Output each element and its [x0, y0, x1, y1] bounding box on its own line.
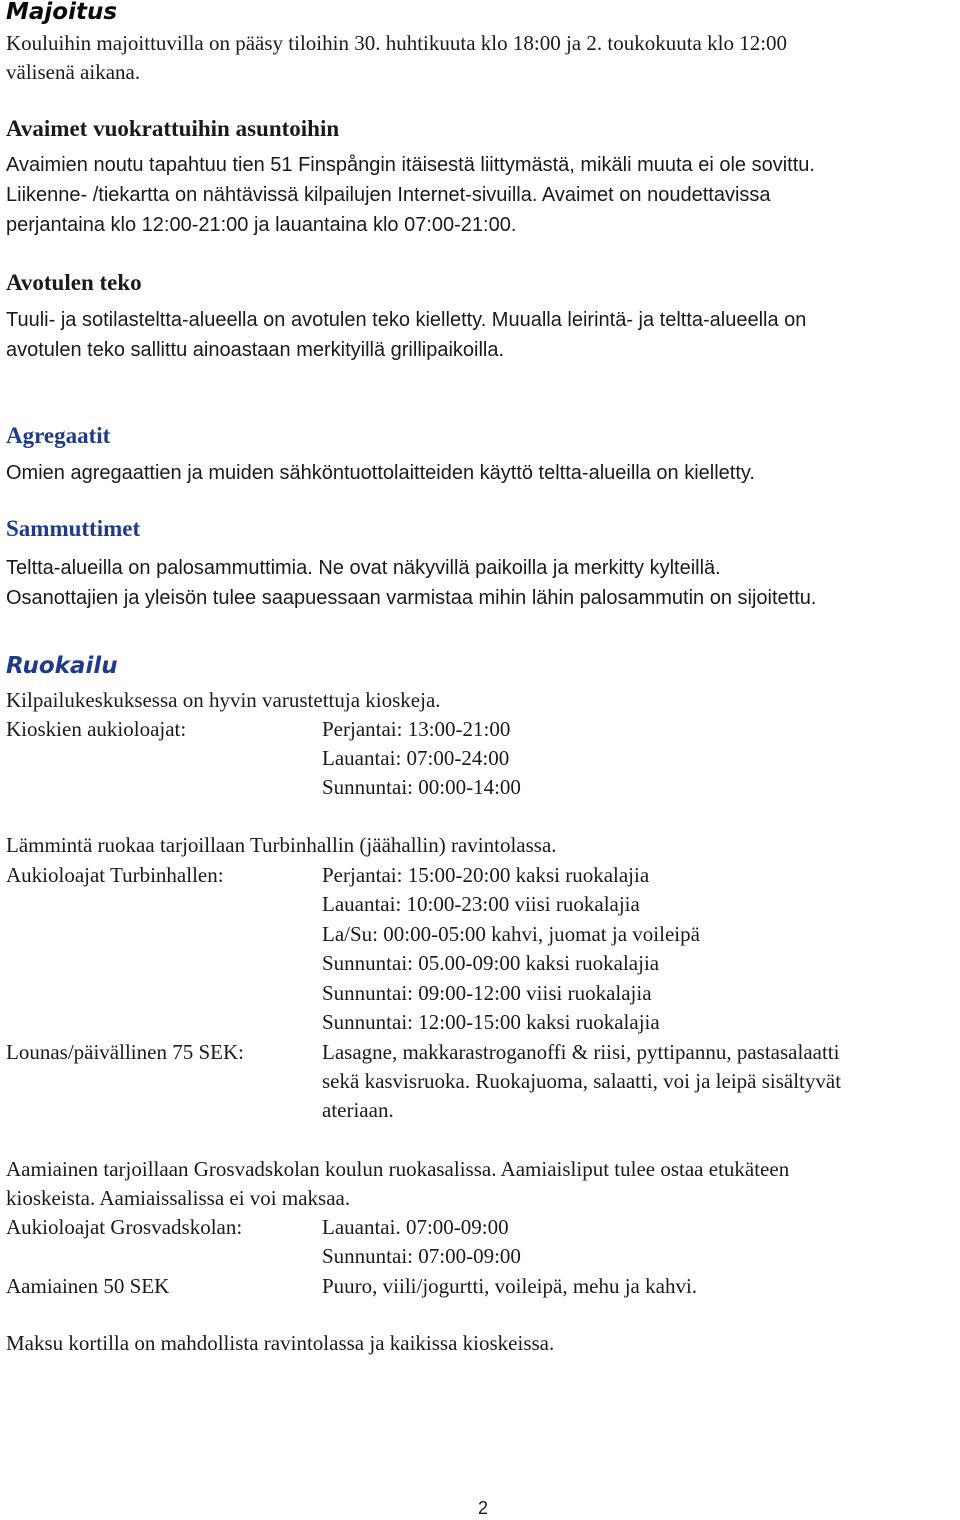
- turbin-label: Aukioloajat Turbinhallen:: [6, 863, 224, 887]
- aamiainen-price-value: Puuro, viili/jogurtti, voileipä, mehu ja kahvi.: [322, 1274, 698, 1298]
- maksu-line: Maksu kortilla on mahdollista ravintolassa ja kaikissa kioskeissa.: [6, 1331, 555, 1355]
- aamiainen-line-2: kioskeista. Aamiaissalissa ei voi maksaa.: [6, 1186, 351, 1210]
- aamiainen-price-label: Aamiainen 50 SEK: [6, 1274, 170, 1298]
- avaimet-line-2: Liikenne- /tiekartta on nähtävissä kilpailujen Internet-sivuilla. Avaimet on noudettavissa: [6, 184, 771, 206]
- page-number: 2: [478, 1498, 489, 1518]
- turbin-time-3: La/Su: 00:00-05:00 kahvi, juomat ja voileipä: [322, 922, 700, 946]
- lounas-label: Lounas/päivällinen 75 SEK:: [6, 1040, 244, 1064]
- lounas-line-1: Lasagne, makkarastroganoffi & riisi, pyttipannu, pastasalaatti: [322, 1040, 840, 1064]
- gros-label: Aukioloajat Grosvadskolan:: [6, 1215, 243, 1239]
- section-title-avotulen: Avotulen teko: [6, 270, 142, 295]
- turbin-time-2: Lauantai: 10:00-23:00 viisi ruokalajia: [322, 892, 640, 916]
- lounas-line-2: sekä kasvisruoka. Ruokajuoma, salaatti, voi ja leipä sisältyvät: [322, 1069, 842, 1093]
- section-title-sammuttimet: Sammuttimet: [6, 516, 141, 541]
- sammuttimet-line-1: Teltta-alueilla on palosammuttimia. Ne ovat näkyvillä paikoilla ja merkitty kylteillä.: [6, 557, 721, 579]
- gros-time-2: Sunnuntai: 07:00-09:00: [322, 1244, 521, 1268]
- section-title-majoitus: Majoitus: [6, 0, 118, 25]
- section-title-agregaatit: Agregaatit: [6, 423, 111, 448]
- section-title-avaimet: Avaimet vuokrattuihin asuntoihin: [6, 116, 340, 141]
- aamiainen-line-1: Aamiainen tarjoillaan Grosvadskolan koulun ruokasalissa. Aamiaisliput tulee ostaa etukäteen: [6, 1157, 790, 1181]
- gros-time-1: Lauantai. 07:00-09:00: [322, 1215, 509, 1239]
- kioski-time-2: Lauantai: 07:00-24:00: [322, 746, 510, 770]
- ruokailu-intro: Kilpailukeskuksessa on hyvin varustettuja kioskeja.: [6, 688, 441, 712]
- majoitus-line-1: Kouluihin majoittuvilla on pääsy tiloihin 30. huhtikuuta klo 18:00 ja 2. toukokuuta klo 12:00: [6, 31, 788, 55]
- section-title-ruokailu: Ruokailu: [6, 653, 118, 679]
- avotulen-line-2: avotulen teko sallittu ainoastaan merkityillä grillipaikoilla.: [6, 339, 505, 361]
- turbin-time-6: Sunnuntai: 12:00-15:00 kaksi ruokalajia: [322, 1010, 660, 1034]
- majoitus-line-2: välisenä aikana.: [6, 60, 141, 84]
- turbin-time-4: Sunnuntai: 05.00-09:00 kaksi ruokalajia: [322, 951, 660, 975]
- sammuttimet-line-2: Osanottajien ja yleisön tulee saapuessaan varmistaa mihin lähin palosammutin on sijoitettu.: [6, 587, 817, 609]
- lamminta-line: Lämmintä ruokaa tarjoillaan Turbinhallin (jäähallin) ravintolassa.: [6, 833, 557, 857]
- kioski-time-1: Perjantai: 13:00-21:00: [322, 717, 511, 741]
- turbin-time-5: Sunnuntai: 09:00-12:00 viisi ruokalajia: [322, 981, 652, 1005]
- avotulen-line-1: Tuuli- ja sotilasteltta-alueella on avotulen teko kielletty. Muualla leirintä- ja teltta-alueella on: [6, 309, 807, 331]
- agregaatit-line-1: Omien agregaattien ja muiden sähköntuottolaitteiden käyttö teltta-alueilla on kielletty.: [6, 462, 755, 484]
- lounas-line-3: ateriaan.: [322, 1098, 394, 1122]
- kioski-label: Kioskien aukioloajat:: [6, 717, 187, 741]
- turbin-time-1: Perjantai: 15:00-20:00 kaksi ruokalajia: [322, 863, 650, 887]
- kioski-time-3: Sunnuntai: 00:00-14:00: [322, 775, 521, 799]
- avaimet-line-1: Avaimien noutu tapahtuu tien 51 Finspångin itäisestä liittymästä, mikäli muuta ei ole sovittu.: [6, 154, 815, 176]
- avaimet-line-3: perjantaina klo 12:00-21:00 ja lauantaina klo 07:00-21:00.: [6, 214, 517, 236]
